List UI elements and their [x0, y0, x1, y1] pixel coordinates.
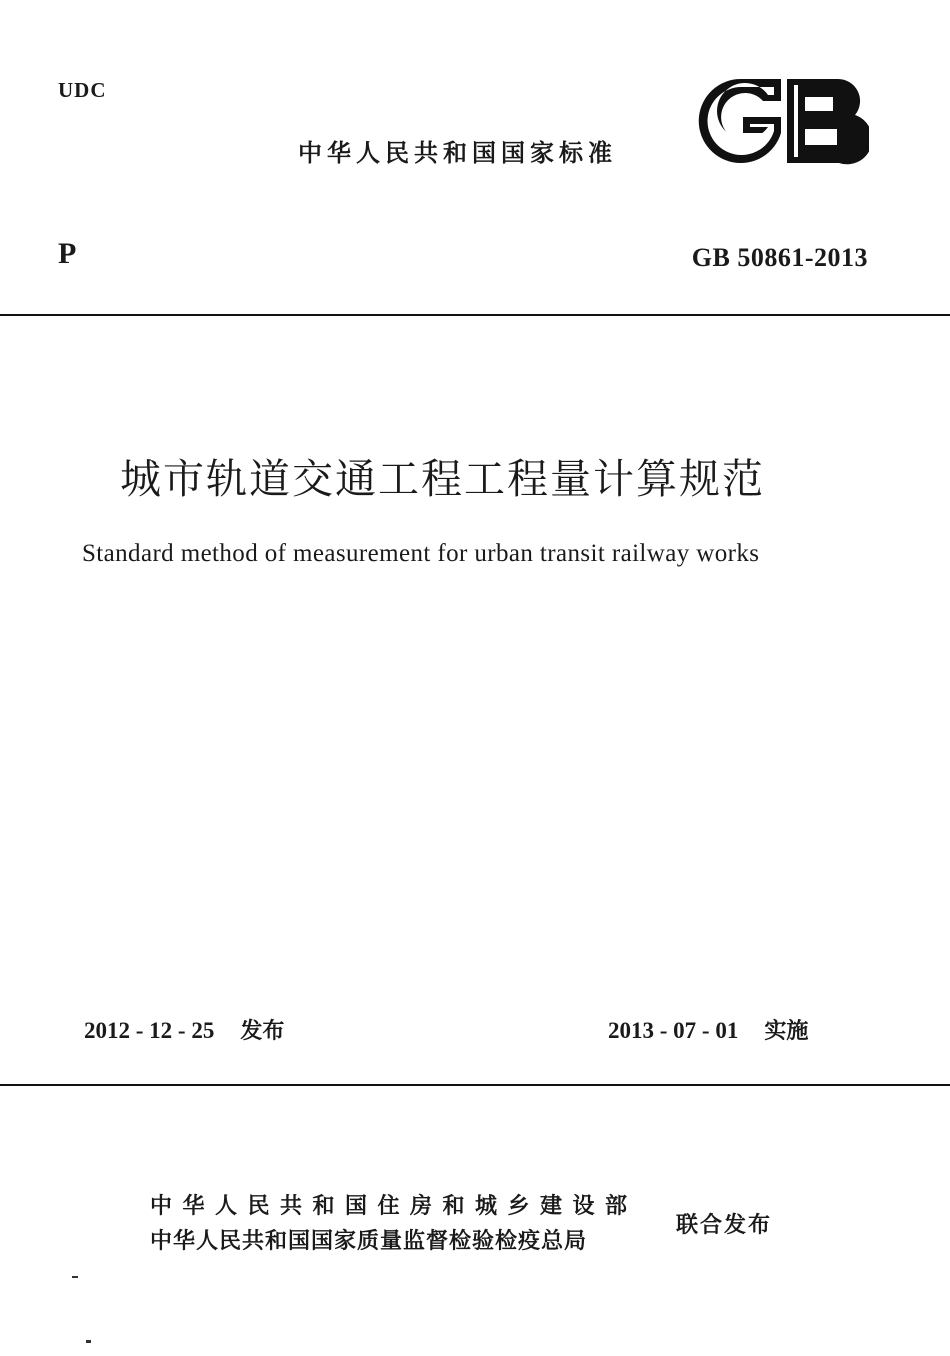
issue-date: 2012 - 12 - 25: [84, 1018, 215, 1043]
gb-logo-icon: [697, 77, 869, 165]
implement-date: 2013 - 07 - 01: [608, 1018, 739, 1043]
top-divider: [0, 314, 950, 316]
scan-speck: [86, 1340, 91, 1343]
implement-date-block: [608, 1014, 808, 1045]
publisher-ministry: 中华人民共和国住房和城乡建设部: [150, 1194, 638, 1219]
chinese-title: 城市轨道交通工程工程量计算规范: [120, 455, 765, 503]
joint-issue-label: 联合发布: [676, 1213, 773, 1238]
issue-date-block: [84, 1014, 284, 1045]
national-standard-heading: 中华人民共和国国家标准: [298, 139, 617, 167]
udc-label: UDC: [58, 78, 107, 102]
bottom-divider: [0, 1084, 950, 1086]
english-title: Standard method of measurement for urban transit railway works: [82, 540, 760, 567]
scan-speck: [72, 1276, 78, 1278]
category-code: P: [58, 237, 77, 270]
standard-number: GB 50861-2013: [691, 243, 868, 272]
issue-label: 发布: [240, 1019, 285, 1044]
publisher-aqsiq: 中华人民共和国国家质量监督检验检疫总局: [150, 1229, 588, 1254]
implement-label: 实施: [764, 1019, 809, 1044]
